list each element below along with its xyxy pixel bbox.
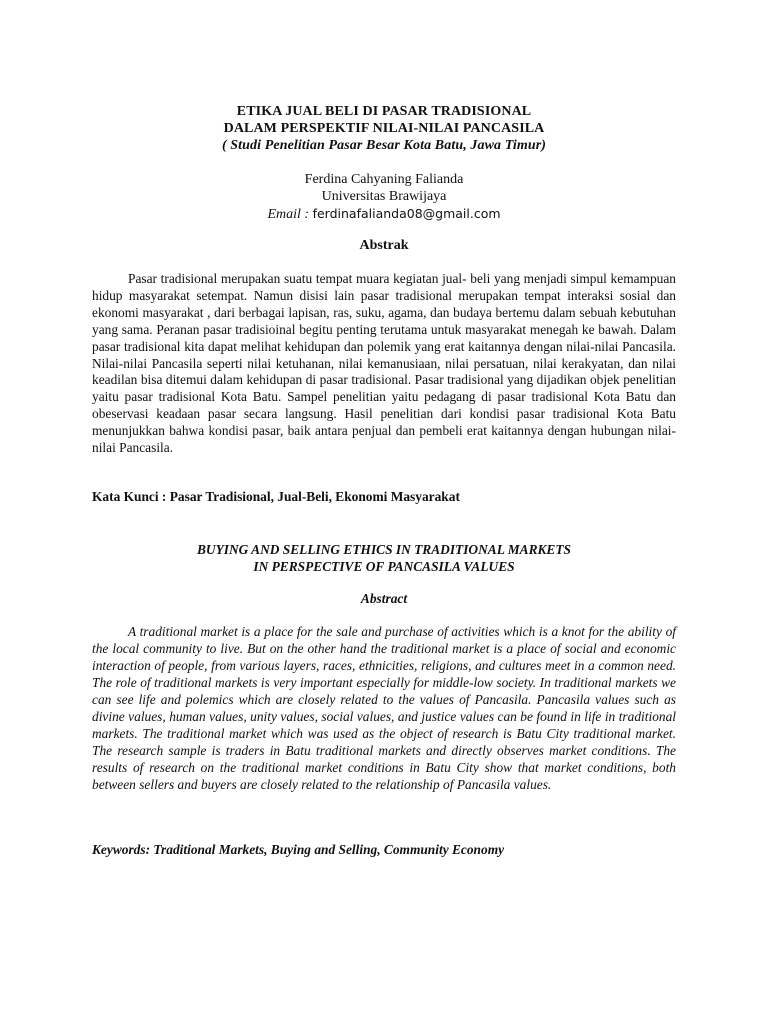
abstract-body: A traditional market is a place for the sale and purchase of activities which is a knot for the ability of the local community to live. But on the other hand the traditional market is a place of social and economic interaction of people, from various layers, races, ethnicities, religions, and cultures meet in a common need. The role of traditional markets is very important especially for middle-low society. In traditional markets we can see life and polemics which are closely related to the values of Pancasila. Pancasila values such as divine values, human values, unity values, social values, and justice values can be found in life in traditional markets. The traditional market which was used as the object of research is Batu City traditional market. The research sample is traders in Batu traditional markets and directly observes market conditions. The results of research on the traditional market conditions in Batu City show that market conditions, both between sellers and buyers are closely related to the relationship of Pancasila values. [92, 624, 676, 792]
title-line-2: DALAM PERSPEKTIF NILAI-NILAI PANCASILA [223, 121, 545, 136]
abstrak-heading: Abstrak [359, 238, 409, 253]
english-title-line-1: BUYING AND SELLING ETHICS IN TRADITIONAL MARKETS [196, 542, 571, 557]
kata-kunci: Kata Kunci : Pasar Tradisional, Jual-Beli, Ekonomi Masyarakat [92, 489, 460, 504]
author-name: Ferdina Cahyaning Falianda [304, 172, 464, 187]
title-subtitle: ( Studi Penelitian Pasar Besar Kota Batu, Jawa Timur) [221, 138, 547, 153]
abstract-heading: Abstract [360, 591, 408, 606]
title-line-1: ETIKA JUAL BELI DI PASAR TRADISIONAL [236, 104, 532, 119]
keywords: Keywords: Traditional Markets, Buying and Selling, Community Economy [92, 842, 505, 857]
email-label: Email : [267, 207, 310, 222]
paper-title [92, 103, 676, 154]
author-info [92, 171, 676, 223]
english-title-line-2: IN PERSPECTIVE OF PANCASILA VALUES [253, 559, 515, 574]
author-email-line [92, 205, 676, 223]
english-title [92, 541, 676, 575]
author-affiliation: Universitas Brawijaya [321, 189, 447, 204]
abstrak-body: Pasar tradisional merupakan suatu tempat muara kegiatan jual- beli yang menjadi simpul kemampuan hidup masyarakat setempat. Namun disisi lain pasar tradisional merupakan tempat interaksi sosial dan ekonomi masyarakat , dari berbagai lapisan, ras, suku, agama, dan budaya bertemu dalam sebuah kebutuhan yang sama. Peranan pasar tradisioinal begitu penting terutama untuk masyarakat menegah ke bawah. Dalam pasar tradisional kita dapat melihat kehidupan dan polemik yang erat kaitannya dengan nilai-nilai Pancasila. Nilai-nilai Pancasila seperti nilai ketuhanan, nilai kemanusiaan, nilai persatuan, nilai kerakyatan, dan nilai keadilan bisa ditemui dalam kehidupan di pasar tradisional. Pasar tradisional yang dijadikan objek penelitian yaitu pasar tradisional Kota Batu. Sampel penelitian yaitu pedagang di pasar tradisional Kota Batu dan obeservasi keadaan pasar secara langsung. Hasil penelitian dari kondisi pasar tradisional Kota Batu menunjukkan bahwa kondisi pasar, baik antara penjual dan pembeli erat kaitannya dengan hubungan nilai-nilai Pancasila. [92, 271, 676, 456]
author-email: ferdinafalianda08@gmail.com [312, 206, 501, 221]
